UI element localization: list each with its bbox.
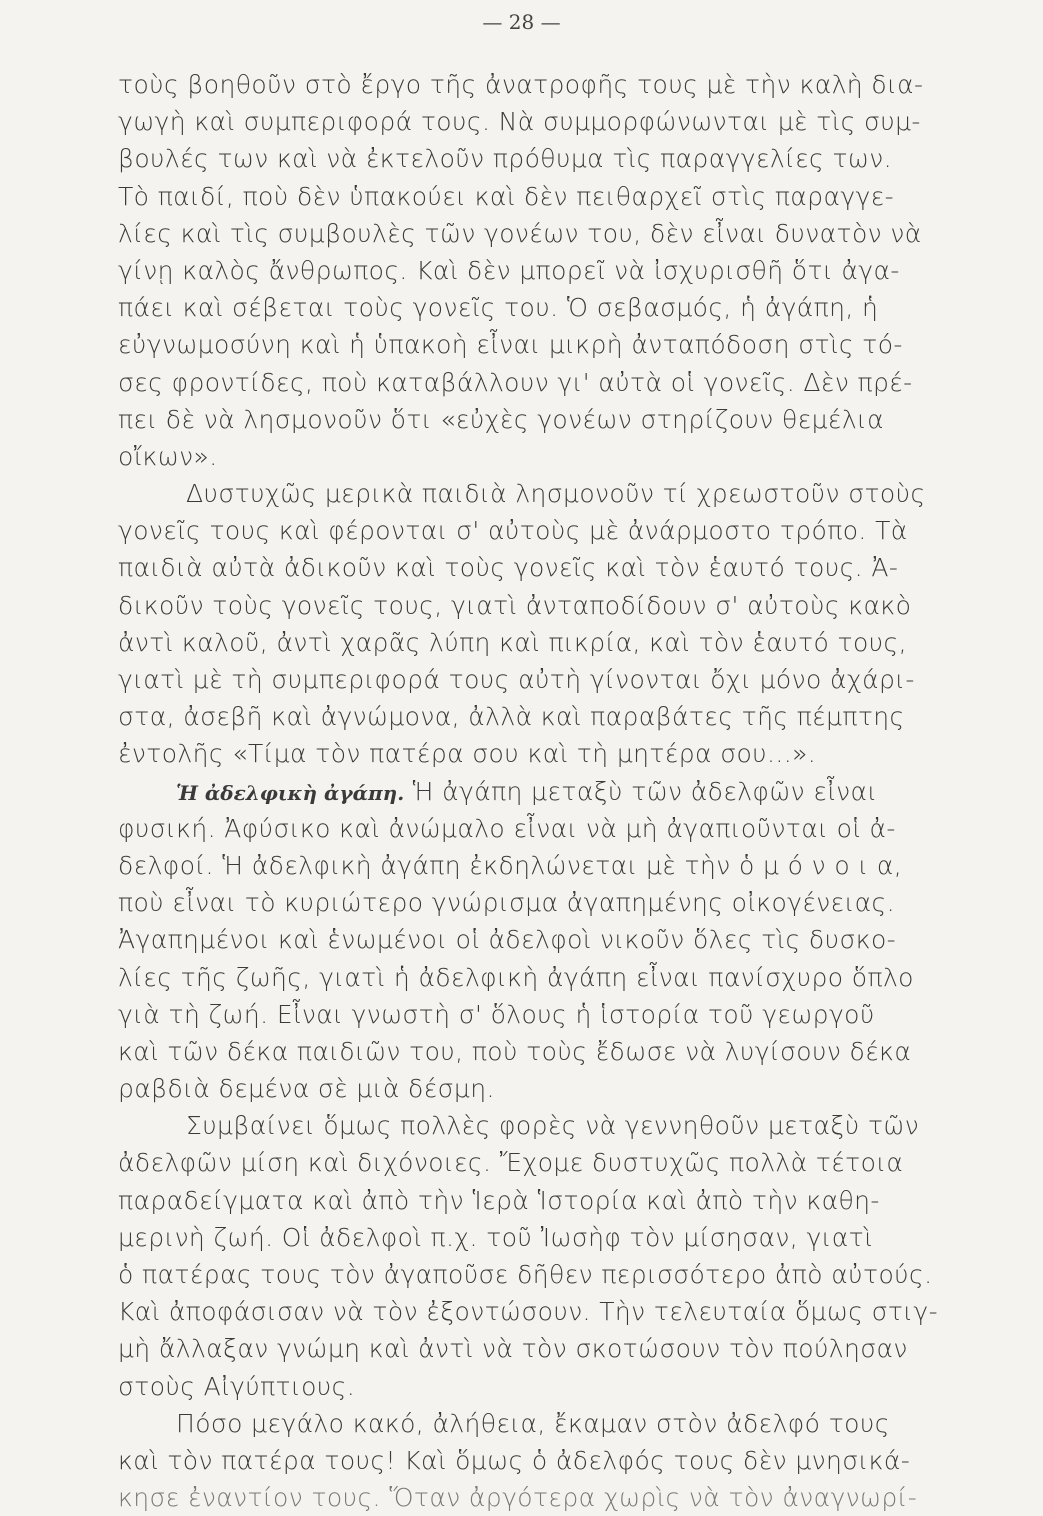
text-line: ὁ πατέρας τους τὸν ἀγαποῦσε δῆθεν περισσότερο ἀπὸ αὐτούς. — [118, 1260, 933, 1289]
text-line: τοὺς βοηθοῦν στὸ ἔργο τῆς ἀνατροφῆς τους μὲ τὴν καλὴ δια- — [118, 70, 924, 99]
text-line: στα, ἀσεβῆ καὶ ἀγνώμονα, ἀλλὰ καὶ παραβάτες τῆς πέμπτης — [118, 702, 905, 732]
paragraph-start-line: Πόσο μεγάλο κακό, ἀλήθεια, ἔκαμαν στὸν ἀδελφό τους — [176, 1408, 890, 1438]
text-body — [118, 66, 1018, 1513]
text-line: παιδιὰ αὐτὰ ἀδικοῦν καὶ τοὺς γονεῖς καὶ τὸν ἑαυτό τους. Ἀ- — [118, 553, 899, 583]
text-line: Ἀγαπημένοι καὶ ἑνωμένοι οἱ ἀδελφοὶ νικοῦν ὅλες τὶς δυσκο- — [118, 925, 897, 955]
text-line: παραδείγματα καὶ ἀπὸ τὴν Ἱερὰ Ἱστορία καὶ ἀπὸ τὴν καθη- — [118, 1185, 880, 1215]
text-line: ραβδιὰ δεμένα σὲ μιὰ δέσμη. — [118, 1074, 495, 1104]
partial-text-line: κησε ἐναντίον τους. Ὅταν ἀργότερα χωρὶς νὰ τὸν ἀναγνωρί- — [118, 1483, 918, 1513]
text-line: φυσική. Ἀφύσικο καὶ ἀνώμαλο εἶναι νὰ μὴ ἀγαπιοῦνται οἱ ἀ- — [118, 813, 896, 843]
text-line: πάει καὶ σέβεται τοὺς γονεῖς του. Ὁ σεβασμός, ἡ ἀγάπη, ἡ — [118, 293, 879, 323]
paragraph-start-line: Συμβαίνει ὅμως πολλὲς φορὲς νὰ γεννηθοῦν μεταξὺ τῶν — [186, 1111, 920, 1141]
text-line: Τὸ παιδί, ποὺ δὲν ὑπακούει καὶ δὲν πειθαρχεῖ στὶς παραγγε- — [118, 181, 895, 211]
text-line: γωγὴ καὶ συμπεριφορά τους. Νὰ συμμορφώνωνται μὲ τὶς συμ- — [118, 107, 921, 137]
text-line: λίες τῆς ζωῆς, γιατὶ ἡ ἀδελφικὴ ἀγάπη εἶναι πανίσχυρο ὅπλο — [118, 962, 914, 992]
text-line: οἴκων». — [118, 441, 218, 471]
text-line: καὶ τὸν πατέρα τους! Καὶ ὅμως ὁ ἀδελφός τους δὲν μνησικά- — [118, 1445, 911, 1475]
text-line: ποὺ εἶναι τὸ κυριώτερο γνώρισμα ἀγαπημένης οἰκογένειας. — [118, 888, 895, 918]
heading-line — [118, 773, 1018, 810]
text-line: δικοῦν τοὺς γονεῖς τους, γιατὶ ἀνταποδίδουν σ' αὐτοὺς κακὸ — [118, 590, 912, 620]
text-line: Καὶ ἀποφάσισαν νὰ τὸν ἐξοντώσουν. Τὴν τελευταία ὅμως στιγ- — [118, 1297, 939, 1327]
text-line: ἐντολῆς «Τίμα τὸν πατέρα σου καὶ τὴ μητέρα σου...». — [118, 739, 817, 769]
text-line: ἀντὶ καλοῦ, ἀντὶ χαρᾶς λύπη καὶ πικρία, καὶ τὸν ἑαυτό τους, — [118, 627, 907, 657]
text-line: πει δὲ νὰ λησμονοῦν ὅτι «εὐχὲς γονέων στηρίζουν θεμέλια — [118, 404, 884, 434]
text-line: εὐγνωμοσύνη καὶ ἡ ὑπακοὴ εἶναι μικρὴ ἀνταπόδοση στὶς τό- — [118, 330, 903, 360]
text-line: βουλές των καὶ νὰ ἐκτελοῦν πρόθυμα τὶς παραγγελίες των. — [118, 144, 892, 174]
text-line: σες φροντίδες, ποὺ καταβάλλουν γι' αὐτὰ οἱ γονεῖς. Δὲν πρέ- — [118, 367, 913, 397]
text-line: καὶ τῶν δέκα παιδιῶν του, ποὺ τοὺς ἔδωσε νὰ λυγίσουν δέκα — [118, 1036, 912, 1066]
text-line: γονεῖς τους καὶ φέρονται σ' αὐτοὺς μὲ ἀνάρμοστο τρόπο. Τὰ — [118, 516, 908, 546]
text-line: γίνῃ καλὸς ἄνθρωπος. Καὶ δὲν μπορεῖ νὰ ἰσχυρισθῆ ὅτι ἀγα- — [118, 255, 900, 285]
text-line: λίες καὶ τὶς συμβουλὲς τῶν γονέων του, δὲν εἶναι δυνατὸν νὰ — [118, 218, 922, 248]
paragraph-start-line: Δυστυχῶς μερικὰ παιδιὰ λησμονοῦν τί χρεωστοῦν στοὺς — [186, 479, 926, 509]
text-line: μὴ ἄλλαξαν γνώμη καὶ ἀντὶ νὰ τὸν σκοτώσουν τὸν πούλησαν — [118, 1334, 908, 1364]
spaced-word: ὁ μ ό ν ο ι α, — [738, 850, 903, 880]
text-line: μερινὴ ζωή. Οἱ ἀδελφοὶ π.χ. τοῦ Ἰωσὴφ τὸν μίσησαν, γιατὶ — [118, 1222, 873, 1252]
text-line — [118, 847, 1018, 884]
text-line: ἀδελφῶν μίση καὶ διχόνοιες. Ἔχομε δυστυχῶς πολλὰ τέτοια — [118, 1148, 904, 1178]
text-line: στοὺς Αἰγύπτιους. — [118, 1371, 356, 1401]
text-line: γιὰ τὴ ζωή. Εἶναι γνωστὴ σ' ὅλους ἡ ἱστορία τοῦ γεωργοῦ — [118, 999, 875, 1029]
section-heading: Ἡ ἀδελφικὴ ἀγάπη. — [176, 780, 405, 805]
text-line: γιατὶ μὲ τὴ συμπεριφορά τους αὐτὴ γίνονται ὄχι μόνο ἀχάρι- — [118, 665, 915, 694]
heading-line-text: Ἡ ἀγάπη μεταξὺ τῶν ἀδελφῶν εἶναι — [412, 776, 878, 806]
text-line-part: δελφοί. Ἡ ἀδελφικὴ ἀγάπη ἐκδηλώνεται μὲ τὴν — [118, 850, 731, 880]
page-number: — 28 — — [482, 10, 561, 34]
